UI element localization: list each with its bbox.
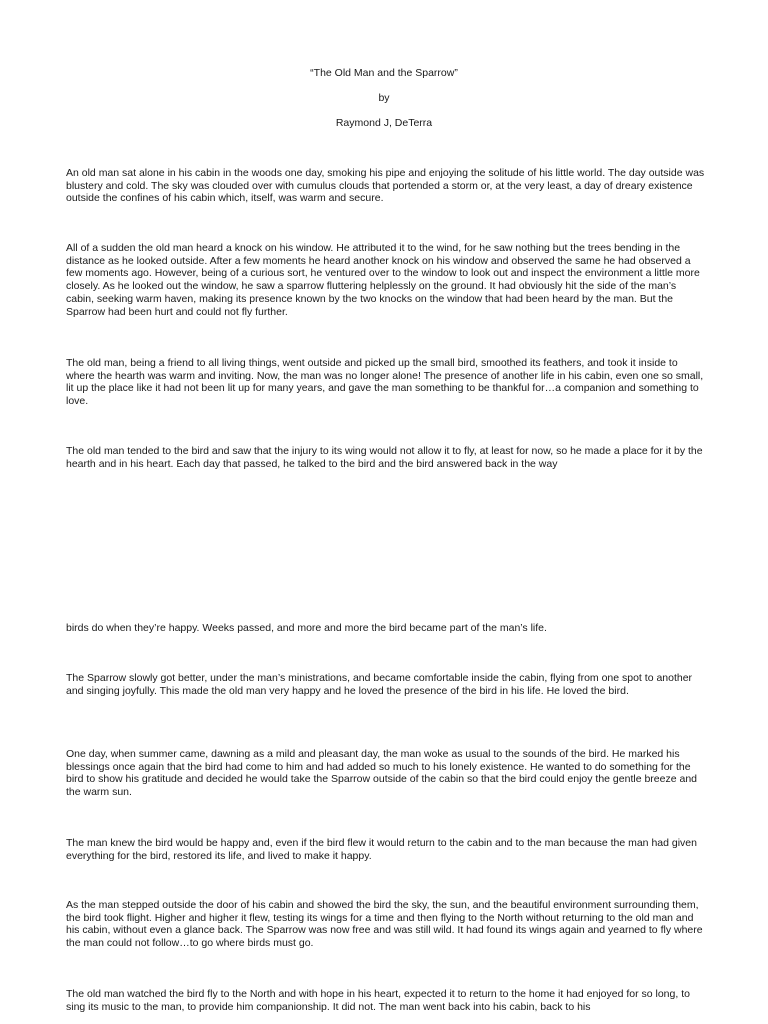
paragraph-9: As the man stepped outside the door of his cabin and showed the bird the sky, the sun, and the beautiful environment surrounding them, the bird took flight. Higher and higher it flew, testing its wings for a time and then flying to the North without returning to the old man and his cabin, without even a glance back. The Sparrow was now free and was still wild. It had found its wings again and yearned to fly where the man could not follow…to go where birds must go. xyxy=(66,899,703,950)
paragraph-8: The man knew the bird would be happy and, even if the bird flew it would return to the cabin and to the man because the man had given everything for the bird, restored its life, and lived to make it happy. xyxy=(66,837,697,862)
byline: by xyxy=(378,92,390,104)
paragraph-4: The old man tended to the bird and saw that the injury to its wing would not allow it to fly, at least for now, so he made a place for it by the hearth and in his heart. Each day that passed, he talked to the bird and the bird answered back in the way xyxy=(66,445,703,470)
paragraph-6: The Sparrow slowly got better, under the man’s ministrations, and became comfortable inside the cabin, flying from one spot to another and singing joyfully. This made the old man very happy and he loved the presence of the bird in his life. He loved the bird. xyxy=(66,672,693,697)
document-title: “The Old Man and the Sparrow” xyxy=(310,67,458,79)
paragraph-5: birds do when they’re happy. Weeks passed, and more and more the bird became part of the man’s life. xyxy=(66,622,547,634)
paragraph-2: All of a sudden the old man heard a knock on his window. He attributed it to the wind, for he saw nothing but the trees bending in the distance as he looked outside. After a few moments he heard another knock on his window and observed the same he had observed a few moments ago. However, being of a curious sort, he ventured over to the window to look out and inspect the environment a little more closely. As he looked out the window, he saw a sparrow fluttering helplessly on the ground. It had obviously hit the side of the man’s cabin, seeking warm haven, making its presence known by the two knocks on the window that had been heard by the man. But the Sparrow had been hurt and could not fly further. xyxy=(66,242,700,318)
author-name: Raymond J, DeTerra xyxy=(335,117,433,129)
paragraph-3: The old man, being a friend to all living things, went outside and picked up the small bird, smoothed its feathers, and took it inside to where the hearth was warm and inviting. Now, the man was no longer alone! The presence of another life in his cabin, even one so small, lit up the place like it had not been lit up for many years, and gave the man something to be thankful for…a companion and something to love. xyxy=(66,357,704,408)
paragraph-1: An old man sat alone in his cabin in the woods one day, smoking his pipe and enjoying the solitude of his little world. The day outside was blustery and cold. The sky was clouded over with cumulus clouds that portended a storm or, at the very least, a day of dreary existence outside the confines of his cabin which, itself, was warm and secure. xyxy=(66,167,705,205)
paragraph-10: The old man watched the bird fly to the North and with hope in his heart, expected it to return to the home it had enjoyed for so long, to sing its music to the man, to provide him companionship. It did not. The man went back into his cabin, back to his xyxy=(66,988,690,1013)
paragraph-7: One day, when summer came, dawning as a mild and pleasant day, the man woke as usual to the sounds of the bird. He marked his blessings once again that the bird had come to him and had added so much to his lonely existence. He wanted to do something for the bird to show his gratitude and decided he would take the Sparrow outside of the cabin so that the bird could enjoy the gentle breeze and the warm sun. xyxy=(66,748,697,799)
